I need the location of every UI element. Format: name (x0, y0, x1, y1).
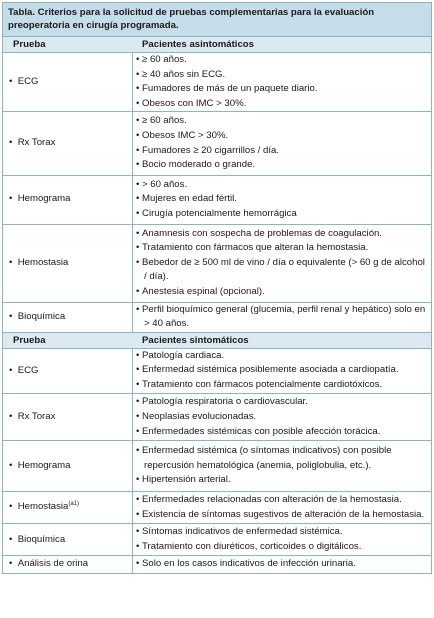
test-name: • Hemograma (9, 192, 71, 207)
table-row (3, 491, 431, 523)
section-header (3, 36, 431, 52)
criterion-item: • Bebedor de ≥ 500 ml de vino / día o equivalente (> 60 g de alcohol / día). (136, 256, 427, 285)
criterion-item: • Cirugía potencialmente hemorrágica (136, 207, 427, 222)
criterion-item: • Perfil bioquímico general (glucemia, perfil renal y hepático) solo en > 40 años. (136, 303, 427, 332)
test-name-cell (3, 492, 133, 523)
test-name: • Rx Torax (9, 410, 55, 425)
criterion-item: • Enfermedades sistémicas con posible afección torácica. (136, 425, 427, 440)
table-row (3, 555, 431, 573)
criteria-cell (133, 441, 431, 491)
criterion-item: • ≥ 60 años. (136, 114, 427, 129)
test-name-cell (3, 53, 133, 111)
criterion-item: • Tratamiento con fármacos potencialmente cardiotóxicos. (136, 378, 427, 393)
test-name-cell (3, 176, 133, 224)
table-row (3, 440, 431, 491)
table-row (3, 393, 431, 440)
test-name-cell (3, 112, 133, 174)
table-row (3, 111, 431, 174)
criterion-item: • ≥ 60 años. (136, 53, 427, 68)
test-name-cell (3, 441, 133, 491)
criterion-item: • Tratamiento con fármacos que alteran la hemostasia. (136, 241, 427, 256)
header-prueba: Prueba (13, 334, 46, 346)
test-name: • Hemograma (9, 459, 71, 474)
test-name: • Hemostasia (9, 256, 68, 271)
test-name: • Bioquímica (9, 310, 65, 325)
criterion-item: • Enfermedad sistémica posiblemente asociada a cardiopatía. (136, 363, 427, 378)
header-patients: Pacientes sintomáticos (142, 334, 249, 346)
criterion-item: • Anamnesis con sospecha de problemas de coagulación. (136, 227, 427, 242)
test-name-cell (3, 394, 133, 440)
criteria-cell (133, 53, 431, 111)
criterion-item: • Tratamiento con diuréticos, corticoides o digitálicos. (136, 540, 427, 555)
test-name-cell (3, 349, 133, 394)
criteria-cell (133, 225, 431, 302)
table-row (3, 224, 431, 302)
criterion-item: • Patología respiratoria o cardiovascular. (136, 395, 427, 410)
criterion-item: • Enfermedad sistémica (o síntomas indicativos) con posible repercusión hematológica (anemia, poliglobulia, etc.). (136, 444, 427, 473)
criteria-cell (133, 556, 431, 573)
criterion-item: • Patología cardiaca. (136, 349, 427, 364)
criterion-item: • Obesos con IMC > 30%. (136, 97, 427, 112)
table-row (3, 302, 431, 332)
criteria-cell (133, 303, 431, 332)
test-name: • Rx Torax (9, 136, 55, 151)
criterion-item: • Fumadores ≥ 20 cigarrillos / día. (136, 144, 427, 159)
criterion-item: • Enfermedades relacionadas con alteración de la hemostasia. (136, 493, 427, 508)
criteria-cell (133, 492, 431, 523)
criterion-item: • Bocio moderado o grande. (136, 158, 427, 173)
criterion-item: • ≥ 40 años sin ECG. (136, 68, 427, 83)
criterion-item: • Mujeres en edad fértil. (136, 192, 427, 207)
header-patients: Pacientes asintomáticos (142, 39, 254, 50)
criterion-item: • Solo en los casos indicativos de infección urinaria. (136, 557, 427, 572)
section-header (3, 332, 431, 348)
criterion-item: • Fumadores de más de un paquete diario. (136, 82, 427, 97)
table-row (3, 52, 431, 111)
test-name: • Hemostasia$^{(a1)}$ (9, 500, 79, 515)
criterion-item: • Existencia de síntomas sugestivos de alteración de la hemostasia. (136, 508, 427, 523)
footnote-marker: (a1) (68, 501, 80, 508)
table-row (3, 175, 431, 224)
criteria-cell (133, 394, 431, 440)
criteria-cell (133, 349, 431, 394)
table-row (3, 348, 431, 394)
criterion-item: • Neoplasias evolucionadas. (136, 410, 427, 425)
test-name: • Análisis de orina (9, 557, 88, 572)
table-title: Tabla. Criterios para la solicitud de pruebas complementarias para la evaluación preoperatoria en cirugía programada. (3, 3, 431, 36)
criterion-item: • Obesos IMC > 30%. (136, 129, 427, 144)
test-name-cell (3, 556, 133, 573)
criteria-cell (133, 112, 431, 174)
test-name-cell (3, 303, 133, 332)
criterion-item: • Anestesia espinal (opcional). (136, 285, 427, 300)
test-name-cell (3, 225, 133, 302)
table-row (3, 523, 431, 555)
criteria-cell (133, 524, 431, 555)
criteria-cell (133, 176, 431, 224)
test-name: • Bioquímica (9, 533, 65, 548)
test-name: • ECG (9, 75, 39, 90)
table-body (3, 36, 431, 573)
criteria-table (2, 2, 432, 574)
test-name: • ECG (9, 364, 39, 379)
criterion-item: • Hipertensión arterial. (136, 473, 427, 488)
criterion-item: • Síntomas indicativos de enfermedad sistémica. (136, 525, 427, 540)
test-name-cell (3, 524, 133, 555)
criterion-item: • > 60 años. (136, 178, 427, 193)
header-prueba: Prueba (13, 39, 46, 50)
